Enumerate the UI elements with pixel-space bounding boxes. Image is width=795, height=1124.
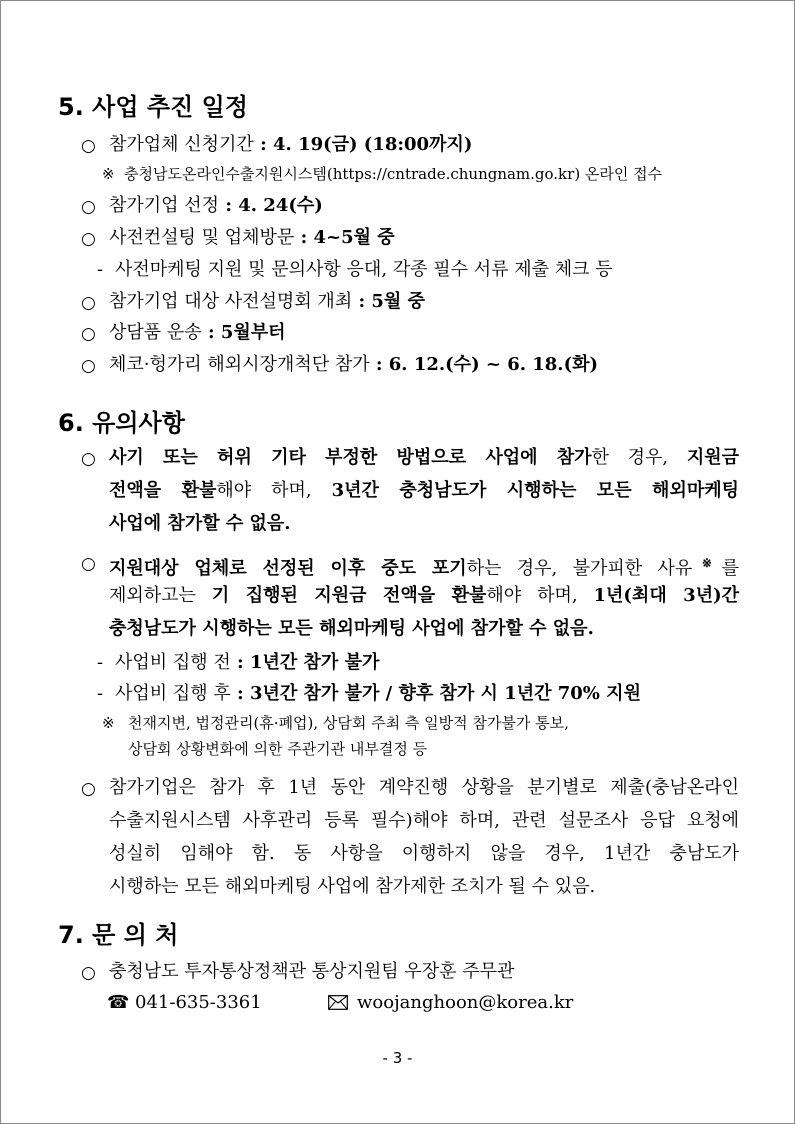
document-page: 5. 사업 추진 일정 ○ 참가업체 신청기간 : 4. 19(금) (18:00까지) ※ 충청남도온라인수출지원시스템(https://cntrade.chungnam.go.kr) 온라인 접수 ○ 참가기업 선정 : 4. 24(수) ○ 사전컨설팅 및 업체방문 : 4~5월 중 - 사전마케팅 지원 및 문의사항 응대, 각종 필수 서류 제출 체크 등 ○ 참가기업 대상 사전설명회 개최 : 5월 중 ○ 상담품 운송 : 5월부터 ○ 체코·헝가리 해외시장개척단 참가 : 6. 12.(수) ~ 6. 18.(화) 6. 유의사항 ○ 사기 또는 허위 기타 부정한 방법으로 사업에 참가한 경우, 지원금 전액을 환불해야 하며, 3년간 충청남도가 시행하는 모든 해외마케팅 사업에 참가할 수 없음. ○ 지원대상 업체로 선정된 이후 중도 포기하는 경우, 불가피한 사유※를 제외하고는 기 집행된 지원금 전액을 환불해야 하며, 1년(최대 3년)간 충청남도가 시행하는 모든 해외마케팅 사업에 참가할 수 없음. - 사업비 집행 전 : 1년간 참가 불가 - 사업비 집행 후 : 3년간 참가 불가 / 향후 참가 시 1년간 70% 지원 ※ 천재지변, 법정관리(휴·폐업), 상담회 주최 측 일방적 참가불가 통보, 상담회 상황변화에 의한 주관기관 내부결정 등 ○ 참가기업은 참가 후 1년 동안 계약진행 상황을 분기별로 제출(충남온라인 수출지원시스템 사후관리 등록 필수)해야 하며, 관련 설문조사 응답 요청에 성실히 임해야 함. 동 사항을 이행하지 않을 경우, 1년간 충남도가 시행하는 모든 해외마케팅 사업에 참가제한 조치가 될 수 있음. 7. 문 의 처 ○ 충청남도 투자통상정책관 통상지원팀 우장훈 주무관 ☎ 041-635-3361 woojanghoon@korea.kr - 3 - — [0, 0, 795, 1124]
schedule-subitem: 사전마케팅 지원 및 문의사항 응대, 각종 필수 서류 제출 체크 등 — [115, 259, 613, 280]
contact-person: 충청남도 투자통상정책관 통상지원팀 우장훈 주무관 — [109, 961, 515, 982]
mail-icon — [328, 995, 348, 1010]
note-mark: ※ — [102, 714, 115, 732]
schedule-item: 체코·헝가리 해외시장개척단 참가 : 6. 12.(수) ~ 6. 18.(화) — [109, 354, 598, 375]
note-text: 상담회 상황변화에 의한 주관기관 내부결정 등 — [128, 740, 428, 758]
penalty-item: 사업비 집행 전 : 1년간 참가 불가 — [115, 652, 380, 673]
section-5-title: 5. 사업 추진 일정 — [58, 93, 248, 121]
bullet: ○ — [81, 197, 96, 217]
bullet: ○ — [81, 229, 96, 249]
dash: - — [97, 652, 104, 673]
bullet: ○ — [81, 449, 96, 469]
note-mark: ※ — [102, 165, 115, 183]
section-6-title: 6. 유의사항 — [58, 409, 185, 437]
penalty-item: 사업비 집행 후 : 3년간 참가 불가 / 향후 참가 시 1년간 70% 지원 — [115, 683, 641, 704]
bullet: ○ — [81, 963, 96, 983]
bullet: ○ — [81, 356, 96, 376]
dash: - — [97, 683, 104, 704]
schedule-item: 상담품 운송 : 5월부터 — [109, 322, 286, 343]
bullet: ○ — [81, 554, 96, 574]
note-text: 천재지변, 법정관리(휴·폐업), 상담회 주최 측 일방적 참가불가 통보, — [128, 714, 569, 732]
section-7-title: 7. 문 의 처 — [58, 921, 179, 949]
schedule-item: 참가기업 선정 : 4. 24(수) — [109, 195, 323, 216]
page-number: - 3 - — [382, 1049, 413, 1067]
schedule-item: 참가업체 신청기간 : 4. 19(금) (18:00까지) — [109, 134, 473, 155]
email-link[interactable]: woojanghoon@korea.kr — [357, 992, 574, 1013]
phone-number: 041-635-3361 — [135, 992, 262, 1013]
schedule-note: 충청남도온라인수출지원시스템(https://cntrade.chungnam.go.kr) 온라인 접수 — [124, 165, 663, 183]
phone-icon: ☎ — [107, 992, 130, 1013]
bullet: ○ — [81, 779, 96, 799]
bullet: ○ — [81, 293, 96, 313]
bullet: ○ — [81, 136, 96, 156]
schedule-item: 참가기업 대상 사전설명회 개최 : 5월 중 — [109, 291, 425, 312]
schedule-item: 사전컨설팅 및 업체방문 : 4~5월 중 — [109, 227, 395, 248]
dash: - — [97, 259, 104, 280]
bullet: ○ — [81, 324, 96, 344]
